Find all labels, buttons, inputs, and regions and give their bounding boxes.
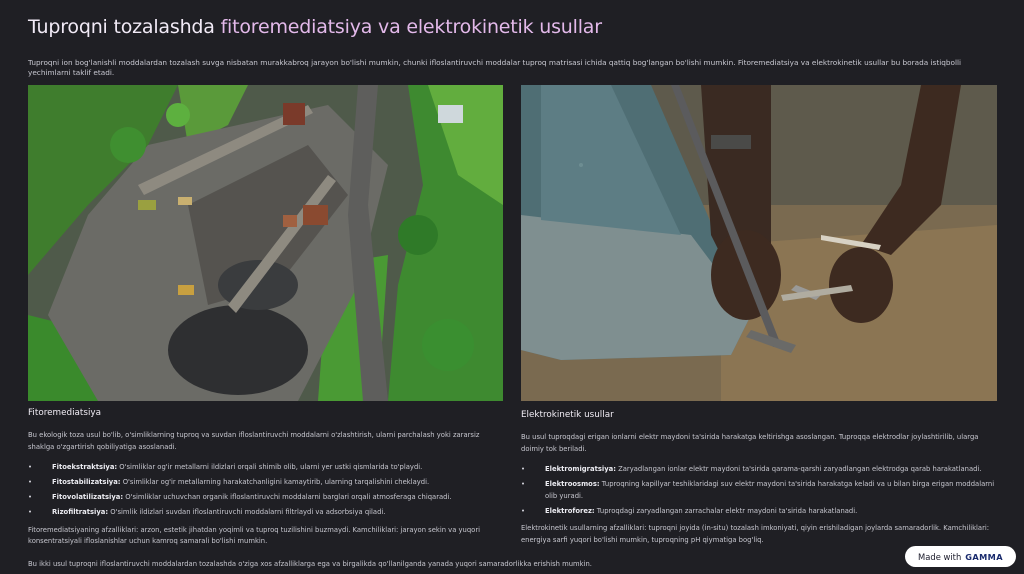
list-item-text: O'simliklar og'ir metallarning harakatchanligini kamaytirib, ularning tarqalishini cheklaydi. [120,478,430,486]
list-item-text: Tuproqning kapillyar teshiklaridagi suv elektr maydoni ta'sirida harakatga keladi va u bilan birga erigan moddalarni olib yuradi. [545,480,995,500]
bullet-icon: • [521,480,526,488]
page-title-accent: fitoremediatsiya va elektrokinetik usullar [220,16,602,38]
phytoremediation-section [28,408,504,557]
electrokinetic-summary: Elektrokinetik usullarning afzalliklari: tuproqni joyida (in-situ) tozalash imkoniyati, qiyin erishiladigan joylarda samaradorlik. Kamchiliklari: energiya sarfi yuqori bo'lishi mumkin, tuproqning pH qiymatiga bog'liq. [521,524,990,544]
electrokinetic-heading: Elektrokinetik usullar [521,410,614,420]
intro-paragraph: Tuproqni ion bog'lanishli moddalardan tozalash suvga nisbatan murakkabroq jarayon bo'lishi mumkin, chunki ifloslantiruvchi moddalar tuproq matrisasi ichida qattiq bog'langan bo'lishi mumkin. Fitoremediatsiya va elektrokinetik usullar bu borada istiqbolli yechimlarni taklif etadi. [28,58,962,77]
bullet-icon: • [28,493,33,501]
phytoremediation-description: Bu ekologik toza usul bo'lib, o'simliklarning tuproq va suvdan ifloslantiruvchi moddalarni o'zlashtirish, ularni parchalash yoki zararsiz shaklga o'zgartirish qobiliyatiga asoslanadi. [28,431,480,451]
page-title-main: Tuproqni tozalashda [28,16,221,38]
list-item [521,506,997,518]
list-item-term: Rizofiltratsiya: [52,508,109,516]
list-item-term: Elektroosmos: [545,480,600,488]
list-item [521,464,997,476]
bullet-icon: • [28,508,33,516]
list-item [28,462,504,474]
phytoremediation-heading: Fitoremediatsiya [28,408,102,418]
badge-prefix: Made with [918,551,962,562]
list-item [521,479,997,502]
list-item-text: O'simliklar uchuvchan organik ifloslantiruvchi moddalarni barglari orqali atmosferaga chiqaradi. [123,493,452,501]
stake-hands-image [521,85,997,401]
list-item [28,492,504,504]
list-item-term: Fitovolatilizatsiya: [52,493,124,501]
bullet-icon: • [28,478,33,486]
electrokinetic-section [521,408,997,555]
list-item-term: Fitoekstraktsiya: [52,463,118,471]
phytoremediation-list [28,462,504,519]
list-item-text: Tuproqdagi zaryadlangan zarrachalar elektr maydoni ta'sirida harakatlanadi. [594,506,858,515]
electrokinetic-description: Bu usul tuproqdagi erigan ionlarni elektr maydoni ta'sirida harakatga keltirishga asoslangan. Tuproqqa elektrodlar joylashtirilib, ularga doimiy tok beriladi. [521,433,979,453]
quarry-aerial-image [28,85,503,401]
electrokinetic-list [521,464,997,517]
list-item-text: O'simliklar og'ir metallarni ildizlari orqali shimib olib, ularni yer ustki qismlarida to'playdi. [117,463,423,471]
list-item-text: O'simlik ildizlari suvdan ifloslantiruvchi moddalarni filtrlaydi va adsorbsiya qiladi. [108,508,386,516]
list-item [28,477,504,489]
footer-conclusion: Bu ikki usul tuproqni ifloslantiruvchi moddalardan tozalashda o'ziga xos afzalliklarga ega va birgalikda qo'llanilganda yanada yuqori samaradorlikka erishish mumkin. [28,560,592,568]
list-item-term: Elektromigratsiya: [545,465,616,473]
gamma-logo: GAMMA [965,551,1003,562]
list-item [28,507,504,519]
made-with-gamma-badge[interactable] [905,546,1016,567]
bullet-icon: • [28,463,33,471]
bullet-icon: • [521,465,526,473]
list-item-term: Elektroforez: [545,506,595,515]
list-item-term: Fitostabilizatsiya: [52,478,121,486]
phytoremediation-summary: Fitoremediatsiyaning afzalliklari: arzon, estetik jihatdan yoqimli va tuproq tuzilishini buzmaydi. Kamchiliklari: jarayon sekin va yuqori konsentratsiyali ifloslanishlar uchun kamroq samarali bo'lishi mumkin. [28,525,481,545]
list-item-text: Zaryadlangan ionlar elektr maydoni ta'sirida qarama-qarshi zaryadlangan elektrodga qarab harakatlanadi. [615,465,982,473]
page-title [28,16,602,38]
bullet-icon: • [521,506,526,515]
